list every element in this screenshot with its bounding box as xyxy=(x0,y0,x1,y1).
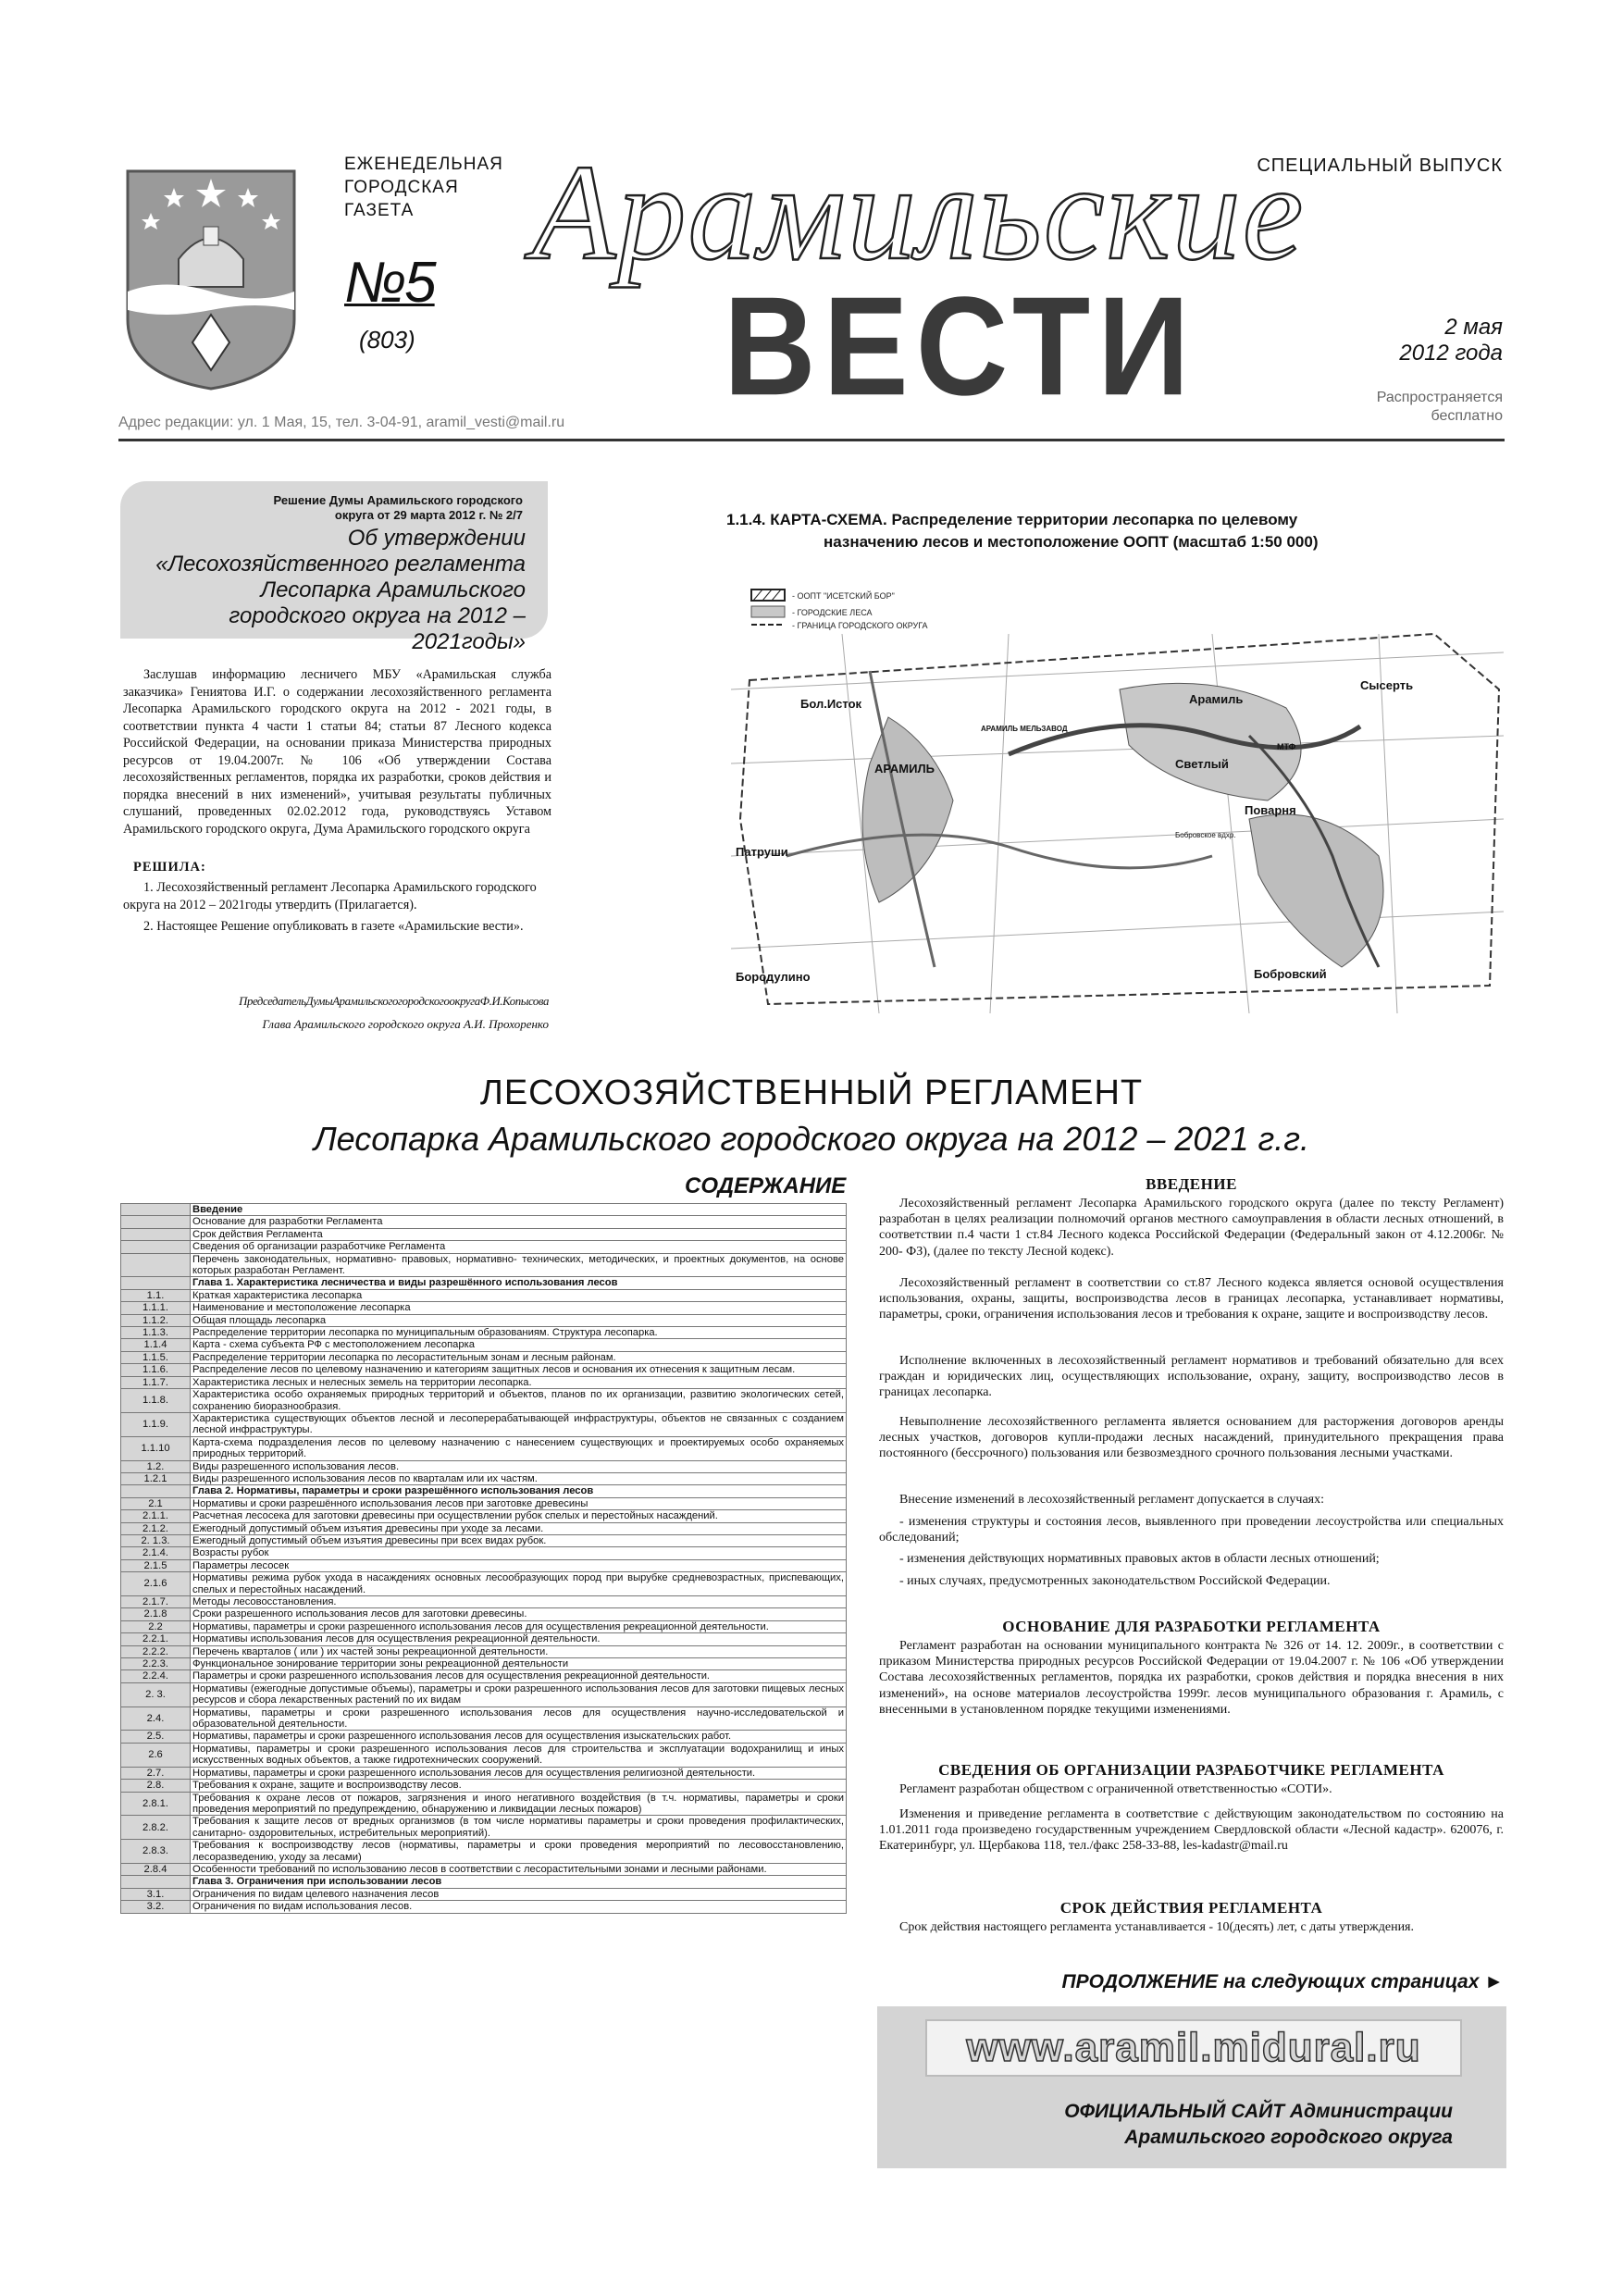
signature-head: Глава Арамильского городского округа А.И. Прохоренко xyxy=(262,1017,549,1031)
continuation-note: ПРОДОЛЖЕНИЕ на следующих страницах ► xyxy=(1061,1971,1504,1992)
website-url-link[interactable]: www.aramil.midural.ru xyxy=(925,2019,1462,2077)
place-label: Поварня xyxy=(1245,803,1296,817)
toc-section-title: Глава 2. Нормативы, параметры и сроки разрешённого использования лесов xyxy=(191,1485,847,1497)
toc-section-number: 1.1.10 xyxy=(121,1436,191,1460)
regulation-subtitle: Лесопарка Арамильского городского округа на 2012 – 2021 г.г. xyxy=(313,1120,1310,1158)
place-label: Сысерть xyxy=(1360,678,1414,692)
toc-section-title: Распределение территории лесопарка по лесорастительным зонам и лесным районам. xyxy=(191,1351,847,1363)
toc-section-number: 2.8.2. xyxy=(121,1816,191,1840)
toc-section-title: Виды разрешенного использования лесов по кварталам или их частям. xyxy=(191,1472,847,1484)
toc-section-title: Введение xyxy=(191,1204,847,1216)
developer-heading: СВЕДЕНИЯ ОБ ОРГАНИЗАЦИИ РАЗРАБОТЧИКЕ РЕГЛАМЕНТА xyxy=(938,1761,1444,1779)
weekly-line: ГАЗЕТА xyxy=(344,201,415,220)
toc-section-title: Общая площадь лесопарка xyxy=(191,1314,847,1326)
intro-paragraph: Исполнение включенных в лесохозяйственный регламент нормативов и требований обязательно для всех граждан и юридических лиц, осуществляющих использование, охрану, защиту, воспроизводство лесов в границах лесопарка. xyxy=(879,1354,1504,1400)
toc-section-number: 2.1.8 xyxy=(121,1608,191,1620)
toc-row xyxy=(121,1412,847,1436)
toc-section-number xyxy=(121,1485,191,1497)
toc-row xyxy=(121,1816,847,1840)
toc-section-number xyxy=(121,1216,191,1228)
toc-section-number: 2.2.2. xyxy=(121,1645,191,1657)
developer-paragraph: Изменения и приведение регламента в соответствие с действующим законодательством по состоянию на 1.01.2011 года произведено государственным учреждением Свердловской области «Лесной кадастр». 620076, г. Екатеринбург, ул. Щербакова 118, тел./факс 258-33-88, les-kadastr@mail.ru xyxy=(879,1807,1504,1854)
toc-row xyxy=(121,1216,847,1228)
map-caption xyxy=(726,509,1393,553)
toc-row xyxy=(121,1339,847,1351)
toc-section-number: 2.1.2. xyxy=(121,1522,191,1534)
weekly-label xyxy=(344,153,520,222)
newspaper-title-script: Арамильские xyxy=(532,137,1306,289)
toc-section-number: 3.2. xyxy=(121,1901,191,1913)
toc-section-number: 2.7. xyxy=(121,1767,191,1779)
special-issue-label: СПЕЦИАЛЬНЫЙ ВЫПУСК xyxy=(1257,155,1503,176)
toc-row xyxy=(121,1682,847,1706)
toc-section-number: 1.2.1 xyxy=(121,1472,191,1484)
toc-row xyxy=(121,1876,847,1888)
toc-section-number: 2.2.4. xyxy=(121,1670,191,1682)
toc-section-title: Расчетная лесосека для заготовки древесины при осуществлении рубок спелых и перестойных насаждений. xyxy=(191,1510,847,1522)
toc-row xyxy=(121,1572,847,1596)
resolved-label: РЕШИЛА: xyxy=(133,860,206,875)
legend-city-forest: - ГОРОДСКИЕ ЛЕСА xyxy=(792,608,873,617)
validity-paragraph: Срок действия настоящего регламента устанавливается - 10(десять) лет, с даты утверждения. xyxy=(899,1920,1414,1934)
toc-section-number: 2.1.7. xyxy=(121,1596,191,1608)
toc-section-number: 2.1.1. xyxy=(121,1510,191,1522)
toc-row xyxy=(121,1351,847,1363)
toc-section-number: 1.2. xyxy=(121,1460,191,1472)
place-label: АРАМИЛЬ МЕЛЬЗАВОД xyxy=(981,725,1068,733)
intro-bullet: - иных случаях, предусмотренных законодательством Российской Федерации. xyxy=(899,1574,1331,1588)
coat-of-arms-logo xyxy=(118,162,304,393)
toc-section-title: Методы лесовосстановления. xyxy=(191,1596,847,1608)
toc-row xyxy=(121,1389,847,1413)
toc-row xyxy=(121,1731,847,1743)
toc-row xyxy=(121,1863,847,1875)
toc-section-number: 1.1.1. xyxy=(121,1302,191,1314)
toc-row xyxy=(121,1596,847,1608)
weekly-line: ЕЖЕНЕДЕЛЬНАЯ xyxy=(344,155,503,174)
toc-section-title: Перечень кварталов ( или ) их частей зоны рекреационной деятельности. xyxy=(191,1645,847,1657)
toc-section-title: Характеристика особо охраняемых природных территорий и объектов, планов по их организации, развитию экологических сетей, сохранению биоразнообразия. xyxy=(191,1389,847,1413)
issue-number: №5 xyxy=(344,251,435,315)
toc-section-title: Характеристика существующих объектов лесной и лесоперерабатывающей инфраструктуры, объектов не связанных с созданием лесной инфраструктуры. xyxy=(191,1412,847,1436)
decision-ref-line: округа от 29 марта 2012 г. № 2/7 xyxy=(334,508,523,522)
toc-section-number xyxy=(121,1277,191,1289)
map-caption-line: 1.1.4. КАРТА-СХЕМА. Распределение территории лесопарка по целевому xyxy=(726,511,1298,528)
toc-section-number: 2.1 xyxy=(121,1497,191,1509)
toc-section-number: 2.1.6 xyxy=(121,1572,191,1596)
toc-section-number: 2.2.3. xyxy=(121,1658,191,1670)
place-label: АРАМИЛЬ xyxy=(874,762,935,776)
toc-row xyxy=(121,1547,847,1559)
toc-row xyxy=(121,1277,847,1289)
website-desc-line: Арамильского городского округа xyxy=(1124,2127,1453,2148)
toc-row xyxy=(121,1706,847,1731)
toc-section-number xyxy=(121,1253,191,1277)
toc-section-title: Наименование и местоположение лесопарка xyxy=(191,1302,847,1314)
toc-row xyxy=(121,1608,847,1620)
toc-section-title: Нормативы режима рубок ухода в насаждениях основных лесообразующих пород при вырубке средневозрастных, приспевающих, спелых и перестойных насаждений. xyxy=(191,1572,847,1596)
decision-title: Об утверждении «Лесохозяйственного регламента Лесопарка Арамильского городского округа на 2012 – 2021годы» xyxy=(155,526,526,654)
toc-section-number: 2.4. xyxy=(121,1706,191,1731)
toc-section-number: 2. 3. xyxy=(121,1682,191,1706)
weekly-line: ГОРОДСКАЯ xyxy=(344,178,459,197)
toc-section-number: 2.2 xyxy=(121,1620,191,1632)
toc-row xyxy=(121,1241,847,1253)
place-label: Бородулино xyxy=(736,970,811,984)
toc-section-title: Ограничения по видам использования лесов. xyxy=(191,1901,847,1913)
toc-row xyxy=(121,1289,847,1301)
toc-section-number xyxy=(121,1204,191,1216)
forest-map xyxy=(731,578,1504,1013)
toc-section-title: Требования к охране, защите и воспроизводству лесов. xyxy=(191,1780,847,1792)
newspaper-title-block: ВЕСТИ xyxy=(724,267,1197,426)
toc-section-title: Краткая характеристика лесопарка xyxy=(191,1289,847,1301)
toc-section-title: Срок действия Регламента xyxy=(191,1228,847,1240)
toc-section-number: 1.1.7. xyxy=(121,1376,191,1388)
toc-section-number: 2.1.4. xyxy=(121,1547,191,1559)
date-day: 2 мая xyxy=(1444,315,1503,340)
toc-row xyxy=(121,1472,847,1484)
toc-row xyxy=(121,1840,847,1864)
toc-section-title: Нормативы использования лесов для осуществления рекреационной деятельности. xyxy=(191,1633,847,1645)
toc-row xyxy=(121,1253,847,1277)
toc-section-title: Нормативы, параметры и сроки разрешенного использования лесов для осуществления рекреационной деятельности. xyxy=(191,1620,847,1632)
toc-row xyxy=(121,1670,847,1682)
toc-section-number xyxy=(121,1876,191,1888)
toc-section-number: 1.1.2. xyxy=(121,1314,191,1326)
resolution-item: 1. Лесохозяйственный регламент Лесопарка Арамильского городского округа на 2012 – 2021годы утвердить (Прилагается). xyxy=(123,880,537,912)
toc-heading: СОДЕРЖАНИЕ xyxy=(685,1173,847,1198)
toc-row xyxy=(121,1302,847,1314)
toc-section-title: Параметры и сроки разрешенного использования лесов для осуществления рекреационной деятельности. xyxy=(191,1670,847,1682)
intro-heading: ВВЕДЕНИЕ xyxy=(1146,1175,1237,1193)
toc-section-number: 1.1.3. xyxy=(121,1327,191,1339)
issue-total-number: (803) xyxy=(359,326,415,354)
toc-section-title: Нормативы, параметры и сроки разрешенного использования лесов для осуществления религиозной деятельности. xyxy=(191,1767,847,1779)
toc-section-title: Сроки разрешенного использования лесов для заготовки древесины. xyxy=(191,1608,847,1620)
place-label: Светлый xyxy=(1175,757,1229,771)
toc-section-title: Глава 3. Ограничения при использовании лесов xyxy=(191,1876,847,1888)
validity-heading: СРОК ДЕЙСТВИЯ РЕГЛАМЕНТА xyxy=(1059,1899,1323,1917)
place-label: Арамиль xyxy=(1189,692,1244,706)
basis-heading: ОСНОВАНИЕ ДЛЯ РАЗРАБОТКИ РЕГЛАМЕНТА xyxy=(1002,1618,1381,1635)
toc-section-number: 2.8.1. xyxy=(121,1792,191,1816)
free-line: Распространяется xyxy=(1376,390,1503,405)
toc-section-title: Нормативы и сроки разрешённого использования лесов при заготовке древесины xyxy=(191,1497,847,1509)
toc-section-number: 2.8.4 xyxy=(121,1863,191,1875)
toc-row xyxy=(121,1228,847,1240)
toc-section-number: 1.1.6. xyxy=(121,1364,191,1376)
toc-section-title: Требования к охране лесов от пожаров, загрязнения и иного негативного воздействия (в т.ч. нормативы, параметры и сроки проведения мероприятий по предупреждению, обнаружению и ликвидации лесных пожаров) xyxy=(191,1792,847,1816)
toc-section-number: 1.1.9. xyxy=(121,1412,191,1436)
toc-section-title: Основание для разработки Регламента xyxy=(191,1216,847,1228)
decision-reference xyxy=(227,493,523,523)
toc-section-number: 3.1. xyxy=(121,1888,191,1900)
toc-row xyxy=(121,1559,847,1571)
toc-row xyxy=(121,1888,847,1900)
toc-section-number xyxy=(121,1228,191,1240)
toc-row xyxy=(121,1327,847,1339)
intro-paragraph: Лесохозяйственный регламент в соответствии со ст.87 Лесного кодекса является основой осуществления использования, охраны, защиты, воспроизводства лесов в границах лесопарка, устанавливает нормативы, параметры, сроки, ограничения использования лесов и требования к охране, защите и воспроизводству лесов. xyxy=(879,1276,1504,1322)
legend-oopt: - ООПТ "ИСЕТСКИЙ БОР" xyxy=(792,591,895,601)
toc-section-title: Характеристика лесных и нелесных земель на территории лесопарка. xyxy=(191,1376,847,1388)
toc-section-number xyxy=(121,1241,191,1253)
date-year: 2012 года xyxy=(1399,341,1503,366)
intro-bullet: - изменения действующих нормативных правовых актов в области лесных отношений; xyxy=(899,1552,1380,1566)
map-caption-line: назначению лесов и местоположение ООПТ (масштаб 1:50 000) xyxy=(824,533,1319,551)
toc-row xyxy=(121,1314,847,1326)
toc-section-title: Ограничения по видам целевого назначения лесов xyxy=(191,1888,847,1900)
toc-section-title: Параметры лесосек xyxy=(191,1559,847,1571)
toc-row xyxy=(121,1792,847,1816)
toc-section-title: Распределение лесов по целевому назначению и категориям защитных лесов и основания их отнесения к защитным лесам. xyxy=(191,1364,847,1376)
developer-paragraph: Регламент разработан обществом с ограниченной ответственностью «СОТИ». xyxy=(899,1782,1332,1796)
editorial-address: Адрес редакции: ул. 1 Мая, 15, тел. 3-04-91, aramil_vesti@mail.ru xyxy=(118,415,565,430)
toc-section-number: 2.8.3. xyxy=(121,1840,191,1864)
toc-section-title: Перечень законодательных, нормативно- правовых, нормативно- технических, методических, и проектных документов, на основе которых разработан Регламент. xyxy=(191,1253,847,1277)
place-label: Бобровское вдхр. xyxy=(1175,831,1236,839)
toc-section-title: Требования к воспроизводству лесов (нормативы, параметры и сроки проведения мероприятий по лесовосстановлению, лесоразведению, уходу за лесами) xyxy=(191,1840,847,1864)
toc-section-title: Сведения об организации разработчике Регламента xyxy=(191,1241,847,1253)
toc-section-title: Ежегодный допустимый объем изъятия древесины при уходе за лесами. xyxy=(191,1522,847,1534)
toc-row xyxy=(121,1901,847,1913)
toc-section-title: Карта - схема субъекта РФ с местоположением лесопарка xyxy=(191,1339,847,1351)
toc-section-title: Нормативы (ежегодные допустимые объемы), параметры и сроки разрешенного использования лесов для заготовки пищевых лесных ресурсов и сбора лекарственных растений по их видам xyxy=(191,1682,847,1706)
toc-section-number: 1.1.4 xyxy=(121,1339,191,1351)
website-desc-line: ОФИЦИАЛЬНЫЙ САЙТ Администрации xyxy=(1064,2101,1453,2122)
toc-row xyxy=(121,1204,847,1216)
toc-row xyxy=(121,1376,847,1388)
intro-paragraph: Внесение изменений в лесохозяйственный регламент допускается в случаях: xyxy=(899,1493,1324,1507)
basis-paragraph: Регламент разработан на основании муниципального контракта № 326 от 14. 12. 2009г., в соответствии с приказом Министерства природных ресурсов Российской Федерации от 19.04.2007 г. № 106 «Об утверждении Состава лесохозяйственных регламентов, порядка их разработки, сроков действия и порядка внесения в них изменений», на основе материалов лесоустройства 1999г. лесов муниципального образования г. Арамиль, с внесенными в установленном порядке текущими изменениями. xyxy=(879,1639,1504,1717)
place-label: Бобровский xyxy=(1254,967,1327,981)
toc-section-number: 2.8. xyxy=(121,1780,191,1792)
toc-section-number: 1.1.8. xyxy=(121,1389,191,1413)
intro-bullet: - изменения структуры и состояния лесов, выявленного при проведении лесоустройства или специальных обследований; xyxy=(879,1515,1504,1545)
toc-row xyxy=(121,1620,847,1632)
intro-paragraph: Лесохозяйственный регламент Лесопарка Арамильского городского округа (далее по тексту Регламент) разработан в целях реализации полномочий органов местного самоуправления в области лесных отношений, в соответствии п.4 части 1 ст.84 Лесного кодекса Российской Федерации (Федеральный закон от 4.12.2006г. № 200- ФЗ), (далее по тексту Лесной кодекс). xyxy=(879,1197,1504,1259)
toc-section-number: 1.1.5. xyxy=(121,1351,191,1363)
toc-row xyxy=(121,1633,847,1645)
legend-boundary: - ГРАНИЦА ГОРОДСКОГО ОКРУГА xyxy=(792,621,928,630)
decision-body: Заслушав информацию лесничего МБУ «Арамильская служба заказчика» Гениятова И.Г. о содержании лесохозяйственного регламента Лесопарка Арамильского городского округа на 2012 - 2021 годы, в соответствии пункта 4 части 1 статьи 84; статьи 87 Лесного кодекса Российской Федерации, на основании приказа Министерства природных ресурсов от 19.04.2007г. № 106 «Об утверждении Состава лесохозяйственных регламентов, порядка их разработки, сроков действия и порядка внесений в них изменений», учитывая результаты публичных слушаний, проведенных 02.02.2012 года, руководствуясь Уставом Арамильского городского округа, Дума Арамильского городского округа xyxy=(123,667,551,837)
toc-row xyxy=(121,1460,847,1472)
place-label: МТФ xyxy=(1277,742,1296,751)
toc-row xyxy=(121,1510,847,1522)
toc-row xyxy=(121,1364,847,1376)
toc-section-number: 2.5. xyxy=(121,1731,191,1743)
toc-table xyxy=(120,1203,847,1914)
regulation-title: ЛЕСОХОЗЯЙСТВЕННЫЙ РЕГЛАМЕНТ xyxy=(479,1074,1144,1112)
free-line: бесплатно xyxy=(1431,408,1503,424)
free-distribution-note xyxy=(1377,389,1503,426)
toc-row xyxy=(121,1522,847,1534)
toc-section-number: 2. 1.3. xyxy=(121,1534,191,1546)
place-label: Бол.Исток xyxy=(800,697,862,711)
website-description xyxy=(935,2099,1453,2151)
toc-row xyxy=(121,1645,847,1657)
masthead-divider xyxy=(118,439,1505,441)
issue-date xyxy=(1399,315,1503,366)
signature-chair: ПредседательДумыАрамильскогогородскогоокругаФ.И.Копысова xyxy=(239,995,549,1008)
toc-section-title: Карта-схема подразделения лесов по целевому назначению с нанесением существующих и проектируемых особо охраняемых природных территорий. xyxy=(191,1436,847,1460)
decision-ref-line: Решение Думы Арамильского городского xyxy=(273,493,523,507)
toc-row xyxy=(121,1436,847,1460)
toc-section-title: Требования к защите лесов от вредных организмов (в том числе нормативы параметры и сроки проведения профилактических, санитарно- оздоровительных, истребительных мероприятий). xyxy=(191,1816,847,1840)
toc-section-title: Нормативы, параметры и сроки разрешенного использования лесов для осуществления научно-исследовательской и образовательной деятельности. xyxy=(191,1706,847,1731)
intro-paragraph: Невыполнение лесохозяйственного регламента является основанием для расторжения договоров аренды лесных участков, договоров купли-продажи лесных насаждений, принудительного прекращения права постоянного (бессрочного) пользования или безвозмездного срочного пользования лесными участками. xyxy=(879,1415,1504,1461)
toc-section-number: 2.2.1. xyxy=(121,1633,191,1645)
place-label: Патруши xyxy=(736,845,788,859)
toc-section-number: 2.6 xyxy=(121,1743,191,1767)
toc-section-title: Ежегодный допустимый объем изъятия древесины при всех видах рубок. xyxy=(191,1534,847,1546)
toc-section-title: Особенности требований по использованию лесов в соответствии с лесорастительными зонами и лесными районами. xyxy=(191,1863,847,1875)
resolution-item: 2. Настоящее Решение опубликовать в газете «Арамильские вести». xyxy=(143,919,524,934)
toc-row xyxy=(121,1780,847,1792)
toc-section-title: Распределение территории лесопарка по муниципальным образованиям. Структура лесопарка. xyxy=(191,1327,847,1339)
toc-row xyxy=(121,1485,847,1497)
toc-section-number: 2.1.5 xyxy=(121,1559,191,1571)
toc-row xyxy=(121,1658,847,1670)
toc-row xyxy=(121,1767,847,1779)
toc-section-title: Глава 1. Характеристика лесничества и виды разрешённого использования лесов xyxy=(191,1277,847,1289)
toc-row xyxy=(121,1497,847,1509)
toc-row xyxy=(121,1534,847,1546)
toc-section-title: Нормативы, параметры и сроки разрешенного использования лесов для строительства и эксплуатации водохранилищ и иных искусственных водных объектов, а также гидротехнических сооружений. xyxy=(191,1743,847,1767)
toc-section-title: Нормативы, параметры и сроки разрешенного использования лесов для осуществления изыскательских работ. xyxy=(191,1731,847,1743)
toc-section-title: Функциональное зонирование территории зоны рекреационной деятельности xyxy=(191,1658,847,1670)
toc-section-title: Возрасты рубок xyxy=(191,1547,847,1559)
toc-section-number: 1.1. xyxy=(121,1289,191,1301)
toc-row xyxy=(121,1743,847,1767)
toc-section-title: Виды разрешенного использования лесов. xyxy=(191,1460,847,1472)
